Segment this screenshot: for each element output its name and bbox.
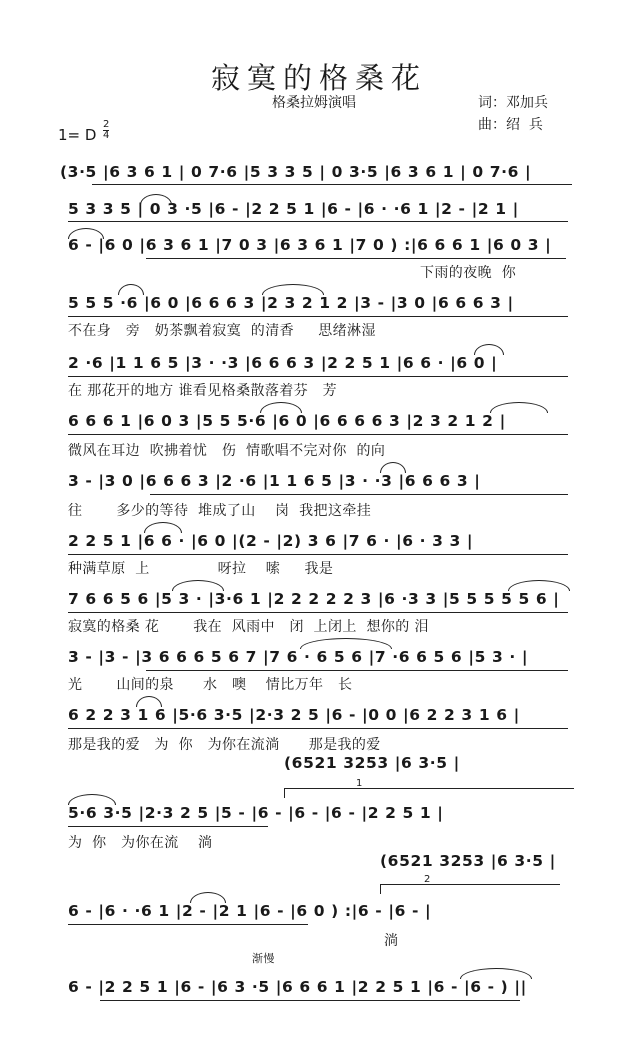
notation-row-11: 6 2 2 3 1 6 |5·6 3·5 |2·3 2 5 |6 - |0 0 |6 2 2 3 1 6 | [68,706,520,724]
slur [190,892,226,903]
slur [140,194,172,205]
lyrics-row-11: 那是我的爱 为 你 为你在流淌 那是我的爱 [68,737,381,753]
slur [262,284,324,295]
lyrics-row-4: 不在身 旁 奶茶飘着寂寞 的清香 思绪淋湿 [68,323,376,339]
notation-row-13: 5·6 3·5 |2·3 2 5 |5 - |6 - |6 - |6 - |2 2 5 1 | [68,804,444,822]
notation-row-14: (6521 3253 |6 3·5 | [380,852,556,870]
slur [490,402,548,413]
notation-row-3: 6 - |6 0 |6 3 6 1 |7 0 3 |6 3 6 1 |7 0 ) :|6 6 6 1 |6 0 3 | [68,236,552,254]
volta-bracket-1-tick [284,788,285,798]
notation-row-16: 6 - |2 2 5 1 |6 - |6 3 ·5 |6 6 6 1 |2 2 5 1 |6 - |6 - ) || [68,978,527,996]
beam-underline [150,494,568,495]
lyrics-row-10: 光 山间的泉 水 噢 情比万年 长 [68,677,353,693]
notation-row-4: 5 5 5 ·6 |6 0 |6 6 6 3 |2 3 2 1 2 |3 - |3 0 |6 6 6 3 | [68,294,514,312]
lyrics-row-5: 在 那花开的地方 谁看见格桑散落着芬 芳 [68,383,338,399]
notation-row-6: 6 6 6 1 |6 0 3 |5 5 5·6 |6 0 |6 6 6 6 3 |2 3 2 1 2 | [68,412,506,430]
slur [460,968,532,979]
lyrics-row-7: 往 多少的等待 堆成了山 岗 我把这牵挂 [68,503,372,519]
key-signature: 1= D [58,126,97,144]
lyricist-credit: 词：邓加兵 [478,95,548,111]
notation-row-12: (6521 3253 |6 3·5 | [284,754,460,772]
time-signature [103,120,109,141]
slur [474,344,504,355]
slur [68,794,116,805]
slur [300,638,392,649]
notation-row-9: 7 6 6 5 6 |5 3 · |3·6 1 |2 2 2 2 2 3 |6 ·3 3 |5 5 5 5 5 6 | [68,590,560,608]
volta-bracket-1 [284,788,574,789]
beam-underline [68,826,268,827]
slur [118,284,144,295]
beam-underline [100,1000,520,1001]
slur [68,228,104,239]
notation-row-15: 6 - |6 · ·6 1 |2 - |2 1 |6 - |6 0 ) :|6 - |6 - | [68,902,432,920]
lyrics-row-15: 淌 [384,933,399,949]
slur [172,580,224,591]
notation-row-5: 2 ·6 |1 1 6 5 |3 · ·3 |6 6 6 3 |2 2 5 1 |6 6 · |6 0 | [68,354,498,372]
notation-row-2: 5 3 3 5 | 0 3 ·5 |6 - |2 2 5 1 |6 - |6 · ·6 1 |2 - |2 1 | [68,200,519,218]
lyrics-row-3: 下雨的夜晚 你 [420,265,517,281]
beam-underline [68,376,568,377]
lyrics-row-6: 微风在耳边 吹拂着忧 伤 情歌唱不完对你 的向 [68,443,386,459]
singer-credit: 格桑拉姆演唱 [272,95,356,111]
volta-number-1: 1 [356,778,363,789]
song-title: 寂寞的格桑花 [210,61,427,95]
notation-row-1: (3·5 |6 3 6 1 | 0 7·6 |5 3 3 5 | 0 3·5 |6 3 6 1 | 0 7·6 | [60,163,532,181]
beam-underline [146,258,566,259]
notation-row-10: 3 - |3 - |3 6 6 6 5 6 7 |7 6 · 6 5 6 |7 ·6 6 5 6 |5 3 · | [68,648,529,666]
lyrics-row-9: 寂寞的格桑 花 我在 风雨中 闭 上闭上 想你的 泪 [68,619,429,635]
beam-underline [146,670,568,671]
slur [136,696,162,707]
beam-underline [92,184,572,185]
beam-underline [68,612,568,613]
beam-underline [68,316,568,317]
beam-underline [68,434,568,435]
volta-bracket-2 [380,884,560,885]
volta-bracket-2-tick [380,884,381,894]
slur [380,462,406,473]
slur [260,402,302,413]
beam-underline [68,924,308,925]
time-signature-top: 2 [103,119,110,130]
volta-number-2: 2 [424,874,431,885]
composer-credit: 曲：绍 兵 [478,117,543,133]
notation-row-7: 3 - |3 0 |6 6 6 3 |2 ·6 |1 1 6 5 |3 · ·3 |6 6 6 3 | [68,472,481,490]
beam-underline [68,221,568,222]
tempo-marking: 渐慢 [252,952,275,965]
time-signature-bottom: 4 [103,130,110,141]
lyrics-row-8: 种满草原 上 呀拉 嗦 我是 [68,561,334,577]
notation-row-8: 2 2 5 1 |6 6 · |6 0 |(2 - |2) 3 6 |7 6 · |6 · 3 3 | [68,532,474,550]
slur [144,522,182,533]
beam-underline [68,554,568,555]
lyrics-row-13: 为 你 为你在流 淌 [68,835,213,851]
beam-underline [68,728,568,729]
slur [508,580,570,591]
